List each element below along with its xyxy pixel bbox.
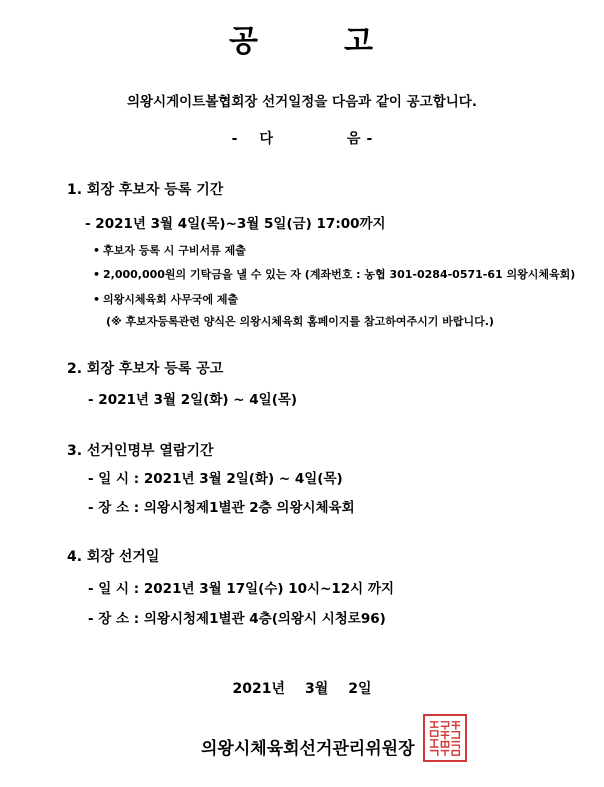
dasum-dash-left: - <box>231 131 238 147</box>
date-year: 2021년 <box>232 681 285 697</box>
dasum-heading <box>0 128 604 148</box>
section-3-heading: 3. 선거인명부 열람기간 <box>67 443 214 459</box>
section-1-heading: 1. 회장 후보자 등록 기간 <box>67 182 224 198</box>
section-1-line-1: - 2021년 3월 4일(목)~3월 5일(금) 17:00까지 <box>85 216 386 232</box>
section-4-line-1: - 일 시 : 2021년 3월 17일(수) 10시~12시 까지 <box>88 581 394 597</box>
section-1-bullet-1: • 후보자 등록 시 구비서류 제출 <box>93 244 246 257</box>
title-char-2: 고 <box>344 24 375 59</box>
section-4-line-2: - 장 소 : 의왕시청제1별관 4층(의왕시 시청로96) <box>88 611 386 627</box>
intro-text: 의왕시게이트볼협회장 선거일정을 다음과 같이 공고합니다. <box>127 94 477 110</box>
notice-date <box>0 678 604 698</box>
dasum-char-2: 음 <box>347 131 361 147</box>
title-char-1: 공 <box>229 24 260 59</box>
seal-glyphs <box>427 718 463 758</box>
section-2-heading: 2. 회장 후보자 등록 공고 <box>67 361 224 377</box>
dasum-char-1: 다 <box>259 131 273 147</box>
official-seal-icon <box>423 714 467 762</box>
section-3-line-2: - 장 소 : 의왕시청제1별관 2층 의왕시체육회 <box>88 500 355 516</box>
bullet-text: 후보자 등록 시 구비서류 제출 <box>103 244 246 257</box>
date-day: 2일 <box>348 681 372 697</box>
signer-name: 의왕시체육회선거관리위원장 <box>201 739 415 759</box>
section-4-heading: 4. 회장 선거일 <box>67 549 160 565</box>
bullet-text: 2,000,000원의 기탁금을 낼 수 있는 자 (계좌번호 : 농협 301-0284-0571-61 의왕시체육회) <box>103 268 576 281</box>
section-2-line-1: - 2021년 3월 2일(화) ~ 4일(목) <box>88 392 298 408</box>
section-1-note: (※ 후보자등록관련 양식은 의왕시체육회 홈페이지를 참고하여주시기 바랍니다.) <box>106 315 494 328</box>
section-3-line-1: - 일 시 : 2021년 3월 2일(화) ~ 4일(목) <box>88 471 343 487</box>
document-title <box>0 16 604 60</box>
dasum-dash-right: - <box>366 131 373 147</box>
section-1-bullet-3: • 의왕시체육회 사무국에 제출 <box>93 293 239 306</box>
section-1-bullet-2: • 2,000,000원의 기탁금을 낼 수 있는 자 (계좌번호 : 농협 301-0284-0571-61 의왕시체육회) <box>93 268 576 281</box>
date-month: 3월 <box>304 681 329 697</box>
bullet-text: 의왕시체육회 사무국에 제출 <box>103 293 239 306</box>
